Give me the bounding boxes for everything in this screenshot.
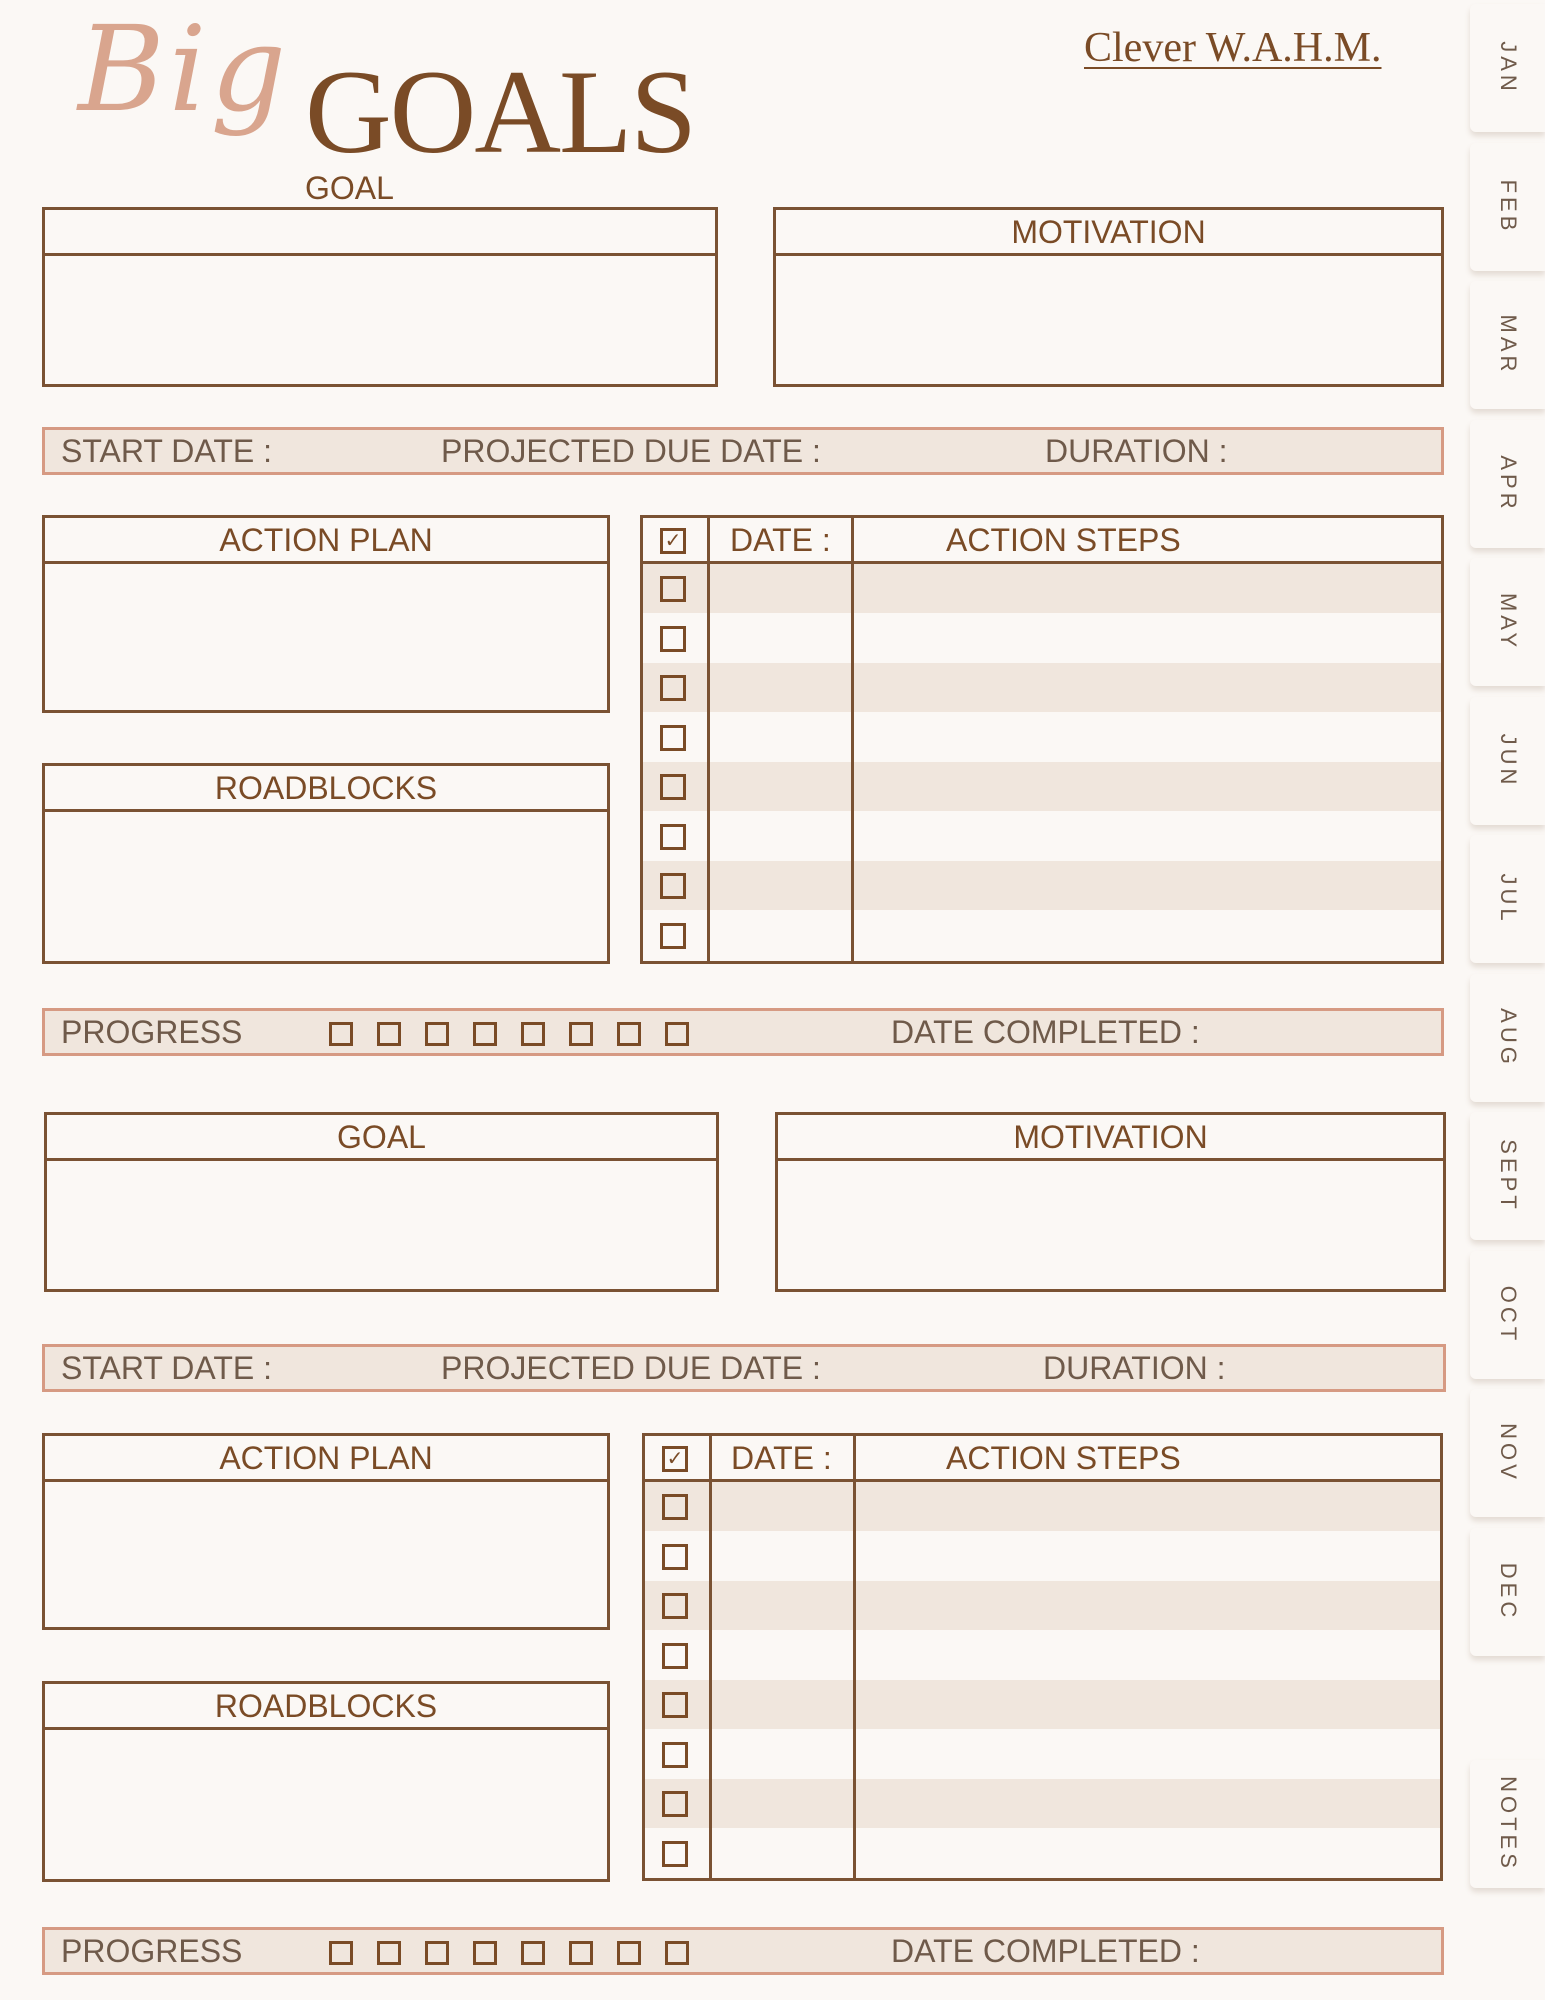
brand-link[interactable]: Clever W.A.H.M. — [1084, 25, 1382, 71]
roadblocks-header: ROADBLOCKS — [45, 1684, 607, 1730]
tab-jun[interactable] — [1470, 697, 1545, 825]
action-steps-column-header: ACTION STEPS — [946, 1440, 1181, 1476]
table-row[interactable] — [645, 1532, 1440, 1581]
progress-checkbox[interactable] — [425, 1941, 449, 1965]
tab-nov[interactable] — [1470, 1389, 1545, 1517]
date-column-header: DATE : — [730, 522, 831, 558]
goal-caption: GOAL — [305, 170, 394, 206]
row-checkbox[interactable] — [660, 725, 686, 751]
date-completed-label: DATE COMPLETED : — [891, 1933, 1200, 1969]
row-checkbox[interactable] — [660, 675, 686, 701]
action-steps-table-2 — [642, 1433, 1443, 1881]
tab-jul[interactable] — [1470, 835, 1545, 963]
row-checkbox[interactable] — [662, 1841, 688, 1867]
tab-sept[interactable] — [1470, 1112, 1545, 1240]
motivation-box-2[interactable] — [775, 1112, 1446, 1292]
tab-label: JUN — [1495, 733, 1521, 788]
tab-mar[interactable] — [1470, 281, 1545, 409]
tab-may[interactable] — [1470, 558, 1545, 686]
row-checkbox[interactable] — [662, 1742, 688, 1768]
start-date-label: START DATE : — [61, 1350, 272, 1386]
date-column-header: DATE : — [731, 1440, 832, 1476]
tab-label: MAY — [1495, 592, 1521, 652]
tab-label: AUG — [1495, 1007, 1521, 1068]
roadblocks-header: ROADBLOCKS — [45, 766, 607, 812]
due-date-label: PROJECTED DUE DATE : — [441, 1350, 821, 1386]
table-row[interactable] — [643, 861, 1441, 910]
table-row[interactable] — [645, 1631, 1440, 1680]
action-plan-box-2[interactable] — [42, 1433, 610, 1630]
tab-notes[interactable] — [1470, 1760, 1545, 1888]
script-big-heading: Big — [78, 0, 290, 138]
tab-label: FEB — [1495, 179, 1521, 234]
progress-checkbox[interactable] — [569, 1022, 593, 1046]
progress-checkbox[interactable] — [329, 1022, 353, 1046]
motivation-box-header: MOTIVATION — [778, 1115, 1443, 1161]
due-date-label: PROJECTED DUE DATE : — [441, 433, 821, 469]
action-steps-column-header: ACTION STEPS — [946, 522, 1181, 558]
progress-checkbox[interactable] — [521, 1022, 545, 1046]
table-row[interactable] — [643, 663, 1441, 712]
tab-feb[interactable] — [1470, 143, 1545, 271]
date-completed-label: DATE COMPLETED : — [891, 1014, 1200, 1050]
checked-box-icon: ✓ — [660, 528, 686, 554]
row-checkbox[interactable] — [662, 1692, 688, 1718]
row-checkbox[interactable] — [662, 1593, 688, 1619]
table-row[interactable] — [643, 713, 1441, 762]
table-row[interactable] — [645, 1581, 1440, 1630]
progress-label: PROGRESS — [61, 1014, 243, 1050]
tab-label: MAR — [1495, 314, 1521, 376]
tab-dec[interactable] — [1470, 1528, 1545, 1656]
checked-box-icon: ✓ — [662, 1446, 688, 1472]
progress-checkbox[interactable] — [377, 1022, 401, 1046]
motivation-box-1[interactable] — [773, 207, 1444, 387]
progress-checkbox[interactable] — [665, 1022, 689, 1046]
table-header-row — [643, 518, 1441, 564]
duration-label: DURATION : — [1043, 1350, 1226, 1386]
table-header-row — [645, 1436, 1440, 1482]
duration-label: DURATION : — [1045, 433, 1228, 469]
progress-checkbox[interactable] — [377, 1941, 401, 1965]
progress-checkbox[interactable] — [521, 1941, 545, 1965]
action-plan-box-1[interactable] — [42, 515, 610, 713]
table-row[interactable] — [643, 614, 1441, 663]
progress-checkbox[interactable] — [665, 1941, 689, 1965]
motivation-box-header: MOTIVATION — [776, 210, 1441, 256]
tab-label: OCT — [1495, 1285, 1521, 1344]
row-checkbox[interactable] — [660, 923, 686, 949]
goal-box-1[interactable] — [42, 207, 718, 387]
progress-checkbox[interactable] — [425, 1022, 449, 1046]
page-title: GOALS — [305, 45, 696, 178]
progress-checkbox[interactable] — [617, 1941, 641, 1965]
action-steps-table-1 — [640, 515, 1444, 964]
goal-box-header: GOAL — [47, 1115, 716, 1161]
tab-apr[interactable] — [1470, 420, 1545, 548]
table-row[interactable] — [643, 911, 1441, 960]
table-row[interactable] — [643, 564, 1441, 613]
row-checkbox[interactable] — [662, 1494, 688, 1520]
roadblocks-box-2[interactable] — [42, 1681, 610, 1882]
table-row[interactable] — [643, 812, 1441, 861]
tab-jan[interactable] — [1470, 4, 1545, 132]
progress-checkbox[interactable] — [473, 1022, 497, 1046]
progress-checkbox[interactable] — [473, 1941, 497, 1965]
tab-aug[interactable] — [1470, 974, 1545, 1102]
progress-label: PROGRESS — [61, 1933, 243, 1969]
row-checkbox[interactable] — [660, 824, 686, 850]
tab-label: SEPT — [1495, 1139, 1521, 1213]
dates-bar-2 — [42, 1344, 1446, 1392]
row-checkbox[interactable] — [660, 873, 686, 899]
progress-bar-2 — [42, 1927, 1444, 1975]
row-checkbox[interactable] — [662, 1544, 688, 1570]
goal-box-2[interactable] — [44, 1112, 719, 1292]
table-row[interactable] — [645, 1779, 1440, 1828]
action-plan-header: ACTION PLAN — [45, 518, 607, 564]
row-checkbox[interactable] — [660, 576, 686, 602]
row-checkbox[interactable] — [660, 774, 686, 800]
tab-label: NOV — [1495, 1423, 1521, 1483]
row-checkbox[interactable] — [660, 626, 686, 652]
progress-checkbox[interactable] — [617, 1022, 641, 1046]
progress-checkbox[interactable] — [569, 1941, 593, 1965]
tab-label: JAN — [1495, 41, 1521, 95]
tab-label: APR — [1495, 454, 1521, 513]
start-date-label: START DATE : — [61, 433, 272, 469]
table-row[interactable] — [645, 1482, 1440, 1531]
progress-checkbox[interactable] — [329, 1941, 353, 1965]
progress-bar-1 — [42, 1008, 1444, 1056]
roadblocks-box-1[interactable] — [42, 763, 610, 964]
table-row[interactable] — [645, 1829, 1440, 1878]
action-plan-header: ACTION PLAN — [45, 1436, 607, 1482]
table-row[interactable] — [643, 762, 1441, 811]
row-checkbox[interactable] — [662, 1791, 688, 1817]
table-row[interactable] — [645, 1680, 1440, 1729]
goal-box-header — [45, 210, 715, 256]
tab-label: DEC — [1495, 1562, 1521, 1621]
tab-label: JUL — [1495, 873, 1521, 925]
row-checkbox[interactable] — [662, 1643, 688, 1669]
dates-bar-1 — [42, 427, 1444, 475]
tab-label: NOTES — [1495, 1776, 1521, 1872]
table-row[interactable] — [645, 1730, 1440, 1779]
tab-oct[interactable] — [1470, 1251, 1545, 1379]
